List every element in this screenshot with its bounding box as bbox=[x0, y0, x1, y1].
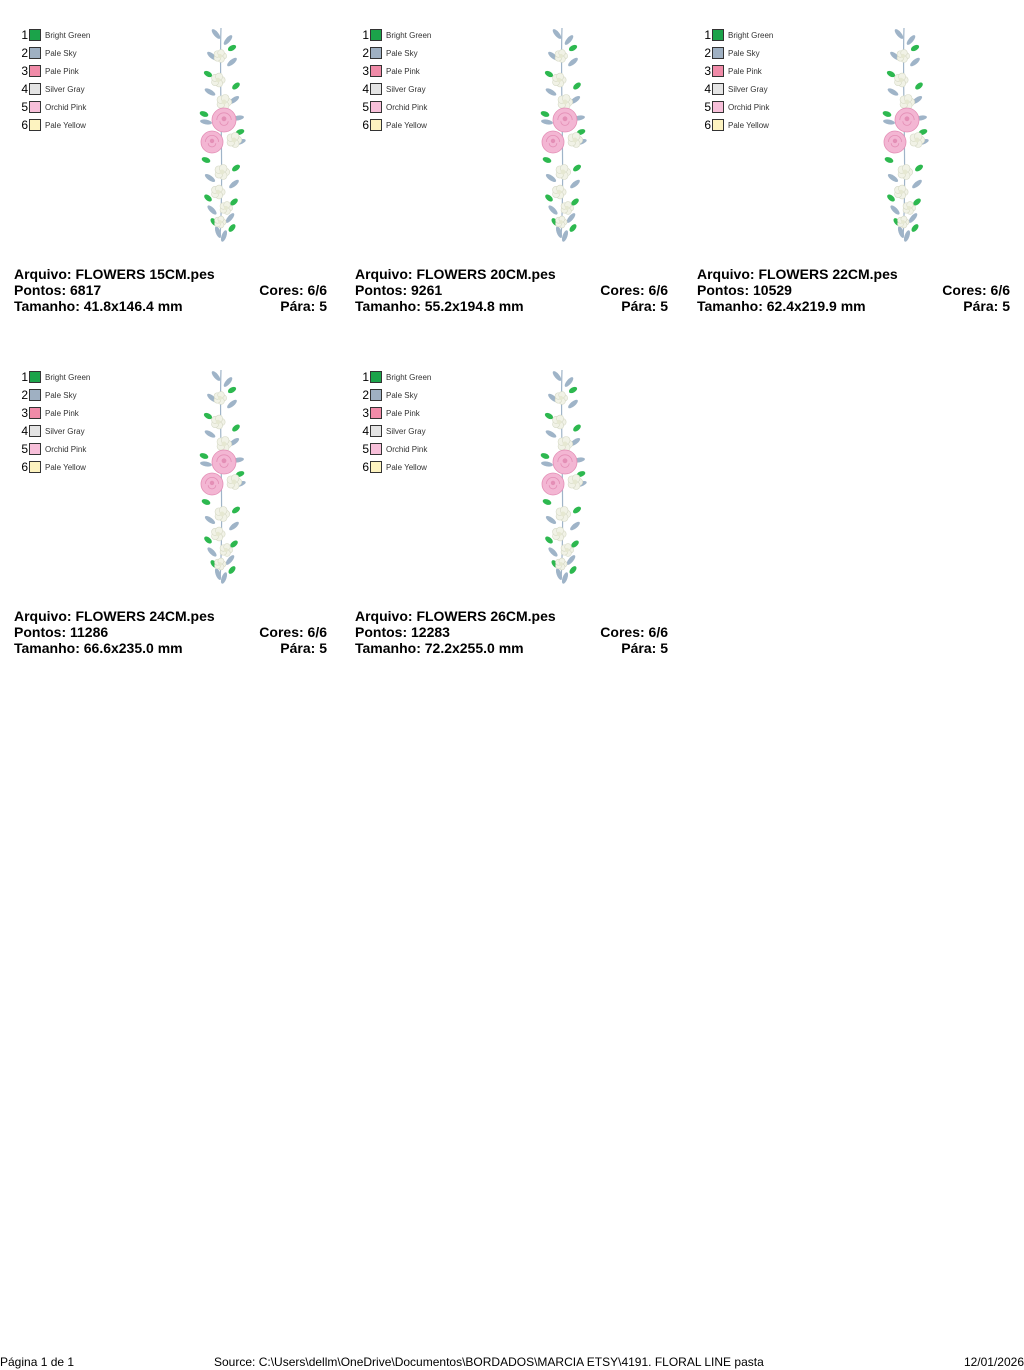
color-swatch bbox=[370, 119, 382, 131]
floral-embroidery-preview bbox=[529, 364, 599, 586]
leaf-shape bbox=[227, 385, 237, 394]
leaf-shape bbox=[572, 505, 582, 514]
legend-row bbox=[360, 422, 431, 440]
thread-color-legend bbox=[360, 26, 431, 134]
legend-number: 6 bbox=[362, 118, 369, 132]
legend-color-name: Orchid Pink bbox=[45, 444, 87, 454]
legend-color-name: Bright Green bbox=[45, 372, 91, 382]
design-info bbox=[14, 266, 327, 314]
legend-number: 6 bbox=[21, 118, 28, 132]
leaf-shape bbox=[914, 163, 924, 172]
legend-color-name: Bright Green bbox=[45, 30, 91, 40]
stop-count: Pára: 5 bbox=[280, 298, 327, 314]
file-name: Arquivo: FLOWERS 22CM.pes bbox=[697, 266, 898, 282]
white-flower bbox=[214, 50, 227, 63]
legend-color-name: Pale Pink bbox=[386, 66, 420, 76]
leaf-shape bbox=[563, 34, 574, 46]
file-name: Arquivo: FLOWERS 15CM.pes bbox=[14, 266, 215, 282]
leaf-shape bbox=[569, 520, 581, 531]
color-swatch bbox=[712, 65, 724, 77]
file-name: Arquivo: FLOWERS 26CM.pes bbox=[355, 608, 556, 624]
floral-embroidery-preview bbox=[529, 22, 599, 244]
color-swatch bbox=[370, 101, 382, 113]
white-flower bbox=[895, 185, 909, 199]
legend-row bbox=[360, 458, 431, 476]
leaf-shape bbox=[568, 385, 578, 394]
leaf-shape bbox=[911, 178, 923, 189]
leaf-shape bbox=[200, 461, 213, 468]
leaf-shape bbox=[222, 376, 233, 388]
leaf-shape bbox=[905, 34, 916, 46]
leaf-shape bbox=[887, 173, 900, 184]
legend-color-name: Bright Green bbox=[386, 30, 432, 40]
leaf-shape bbox=[547, 546, 559, 558]
color-swatch bbox=[29, 371, 41, 383]
page-number: Página 1 de 1 bbox=[0, 1355, 75, 1369]
color-swatch bbox=[29, 389, 41, 401]
design-info bbox=[355, 608, 668, 656]
legend-color-name: Pale Yellow bbox=[45, 120, 86, 130]
legend-row bbox=[19, 116, 90, 134]
leaf-shape bbox=[545, 87, 558, 97]
stop-count: Pára: 5 bbox=[963, 298, 1010, 314]
legend-row bbox=[19, 62, 90, 80]
color-swatch bbox=[370, 371, 382, 383]
color-swatch bbox=[370, 425, 382, 437]
legend-color-name: Pale Pink bbox=[386, 408, 420, 418]
legend-number: 4 bbox=[362, 82, 369, 96]
legend-number: 1 bbox=[362, 28, 369, 42]
design-info bbox=[355, 266, 668, 314]
legend-row bbox=[19, 98, 90, 116]
design-card bbox=[355, 368, 675, 668]
stop-count: Pára: 5 bbox=[621, 298, 668, 314]
legend-color-name: Pale Pink bbox=[45, 66, 79, 76]
legend-number: 2 bbox=[21, 388, 28, 402]
color-count: Cores: 6/6 bbox=[600, 624, 668, 640]
leaf-shape bbox=[551, 370, 562, 382]
leaf-shape bbox=[227, 43, 237, 52]
leaf-shape bbox=[909, 56, 921, 67]
legend-row bbox=[360, 98, 431, 116]
leaf-shape bbox=[568, 565, 578, 575]
legend-row bbox=[360, 404, 431, 422]
color-swatch bbox=[29, 29, 41, 41]
leaf-shape bbox=[569, 178, 581, 189]
thread-color-legend bbox=[19, 26, 90, 134]
leaf-shape bbox=[568, 223, 578, 233]
legend-color-name: Orchid Pink bbox=[728, 102, 770, 112]
legend-number: 5 bbox=[362, 442, 369, 456]
color-swatch bbox=[29, 119, 41, 131]
stitch-count: Pontos: 9261 bbox=[355, 282, 443, 298]
file-name: Arquivo: FLOWERS 24CM.pes bbox=[14, 608, 215, 624]
leaf-shape bbox=[204, 173, 217, 184]
floral-embroidery-preview bbox=[188, 22, 258, 244]
white-flower bbox=[212, 415, 226, 429]
white-flower bbox=[556, 558, 568, 570]
white-flower bbox=[558, 94, 573, 109]
white-flower bbox=[553, 185, 567, 199]
legend-row bbox=[360, 80, 431, 98]
leaf-shape bbox=[231, 505, 241, 514]
legend-row bbox=[19, 44, 90, 62]
leaf-shape bbox=[231, 81, 241, 91]
leaf-shape bbox=[883, 119, 896, 126]
color-count: Cores: 6/6 bbox=[942, 282, 1010, 298]
pink-rose bbox=[542, 131, 564, 153]
leaf-shape bbox=[228, 520, 240, 531]
leaf-shape bbox=[567, 56, 579, 67]
legend-color-name: Silver Gray bbox=[728, 84, 768, 94]
color-swatch bbox=[29, 425, 41, 437]
pink-rose bbox=[212, 450, 236, 474]
leaf-shape bbox=[231, 163, 241, 172]
white-flower bbox=[212, 185, 226, 199]
color-swatch bbox=[29, 65, 41, 77]
legend-color-name: Pale Sky bbox=[45, 48, 77, 58]
legend-number: 5 bbox=[704, 100, 711, 114]
leaf-shape bbox=[540, 452, 550, 460]
white-flower bbox=[553, 415, 567, 429]
leaf-shape bbox=[206, 546, 218, 558]
legend-color-name: Bright Green bbox=[386, 372, 432, 382]
legend-color-name: Pale Sky bbox=[386, 48, 418, 58]
color-swatch bbox=[370, 47, 382, 59]
file-name: Arquivo: FLOWERS 20CM.pes bbox=[355, 266, 556, 282]
legend-number: 2 bbox=[362, 46, 369, 60]
leaf-shape bbox=[542, 156, 552, 164]
source-path: Source: C:\Users\dellm\OneDrive\Documentos\BORDADOS\MARCIA ETSY\4191. FLORAL LINE pasta bbox=[214, 1355, 764, 1369]
legend-row bbox=[702, 44, 773, 62]
legend-number: 1 bbox=[362, 370, 369, 384]
legend-row bbox=[19, 404, 90, 422]
leaf-shape bbox=[540, 110, 550, 118]
leaf-shape bbox=[889, 204, 901, 216]
legend-color-name: Pale Sky bbox=[45, 390, 77, 400]
legend-number: 2 bbox=[362, 388, 369, 402]
leaf-shape bbox=[541, 461, 554, 468]
leaf-shape bbox=[893, 28, 904, 40]
leaf-shape bbox=[567, 398, 579, 409]
color-count: Cores: 6/6 bbox=[259, 624, 327, 640]
legend-number: 6 bbox=[21, 460, 28, 474]
leaf-shape bbox=[542, 498, 552, 506]
design-info bbox=[697, 266, 1010, 314]
floral-embroidery-preview bbox=[188, 364, 258, 586]
leaf-shape bbox=[227, 565, 237, 575]
color-swatch bbox=[370, 389, 382, 401]
color-swatch bbox=[370, 407, 382, 419]
legend-color-name: Silver Gray bbox=[386, 84, 426, 94]
white-flower bbox=[558, 436, 573, 451]
legend-number: 3 bbox=[362, 64, 369, 78]
leaf-shape bbox=[206, 204, 218, 216]
white-flower bbox=[212, 73, 226, 87]
leaf-shape bbox=[545, 515, 558, 526]
legend-number: 4 bbox=[21, 424, 28, 438]
leaf-shape bbox=[201, 156, 211, 164]
legend-number: 2 bbox=[704, 46, 711, 60]
legend-color-name: Silver Gray bbox=[45, 426, 85, 436]
white-flower bbox=[555, 50, 568, 63]
color-swatch bbox=[29, 461, 41, 473]
white-flower bbox=[556, 506, 571, 521]
legend-row bbox=[19, 440, 90, 458]
legend-number: 4 bbox=[362, 424, 369, 438]
thread-color-legend bbox=[19, 368, 90, 476]
white-flower bbox=[898, 164, 913, 179]
leaf-shape bbox=[210, 370, 221, 382]
leaf-shape bbox=[914, 81, 924, 91]
legend-color-name: Pale Yellow bbox=[386, 120, 427, 130]
pink-rose bbox=[553, 108, 577, 132]
design-card bbox=[14, 26, 334, 326]
legend-color-name: Bright Green bbox=[728, 30, 774, 40]
legend-number: 6 bbox=[362, 460, 369, 474]
white-flower bbox=[553, 527, 567, 541]
legend-row bbox=[702, 26, 773, 44]
legend-color-name: Orchid Pink bbox=[45, 102, 87, 112]
legend-number: 1 bbox=[21, 28, 28, 42]
legend-number: 5 bbox=[21, 442, 28, 456]
color-swatch bbox=[712, 29, 724, 41]
color-swatch bbox=[370, 461, 382, 473]
design-size: Tamanho: 66.6x235.0 mm bbox=[14, 640, 183, 656]
white-flower bbox=[556, 164, 571, 179]
stitch-count: Pontos: 12283 bbox=[355, 624, 450, 640]
leaf-shape bbox=[910, 223, 920, 233]
leaf-shape bbox=[887, 87, 900, 97]
leaf-shape bbox=[222, 34, 233, 46]
leaf-shape bbox=[226, 56, 238, 67]
leaf-shape bbox=[572, 423, 582, 433]
white-flower bbox=[215, 558, 227, 570]
leaf-shape bbox=[882, 110, 892, 118]
legend-color-name: Silver Gray bbox=[45, 84, 85, 94]
design-size: Tamanho: 55.2x194.8 mm bbox=[355, 298, 524, 314]
floral-embroidery-preview bbox=[871, 22, 941, 244]
color-count: Cores: 6/6 bbox=[600, 282, 668, 298]
legend-row bbox=[19, 386, 90, 404]
leaf-shape bbox=[201, 498, 211, 506]
thread-color-legend bbox=[360, 368, 431, 476]
design-info bbox=[14, 608, 327, 656]
legend-row bbox=[360, 386, 431, 404]
legend-number: 1 bbox=[21, 370, 28, 384]
color-swatch bbox=[29, 101, 41, 113]
leaf-shape bbox=[545, 429, 558, 439]
legend-row bbox=[19, 458, 90, 476]
white-flower bbox=[553, 73, 567, 87]
legend-color-name: Pale Pink bbox=[728, 66, 762, 76]
legend-row bbox=[702, 80, 773, 98]
color-swatch bbox=[29, 83, 41, 95]
leaf-shape bbox=[910, 43, 920, 52]
legend-color-name: Orchid Pink bbox=[386, 444, 428, 454]
white-flower bbox=[898, 216, 910, 228]
color-swatch bbox=[29, 443, 41, 455]
color-swatch bbox=[712, 47, 724, 59]
design-size: Tamanho: 41.8x146.4 mm bbox=[14, 298, 183, 314]
legend-number: 4 bbox=[704, 82, 711, 96]
leaf-shape bbox=[551, 28, 562, 40]
stop-count: Pára: 5 bbox=[280, 640, 327, 656]
leaf-shape bbox=[884, 156, 894, 164]
leaf-shape bbox=[210, 28, 221, 40]
leaf-shape bbox=[231, 423, 241, 433]
thread-color-legend bbox=[702, 26, 773, 134]
legend-number: 1 bbox=[704, 28, 711, 42]
color-swatch bbox=[370, 65, 382, 77]
pink-rose bbox=[895, 108, 919, 132]
legend-row bbox=[19, 422, 90, 440]
legend-number: 5 bbox=[21, 100, 28, 114]
leaf-shape bbox=[563, 376, 574, 388]
pink-rose bbox=[201, 131, 223, 153]
legend-color-name: Pale Pink bbox=[45, 408, 79, 418]
stitch-count: Pontos: 6817 bbox=[14, 282, 102, 298]
design-card bbox=[697, 26, 1017, 326]
design-card bbox=[14, 368, 334, 668]
pink-rose bbox=[212, 108, 236, 132]
stitch-count: Pontos: 10529 bbox=[697, 282, 792, 298]
legend-row bbox=[19, 80, 90, 98]
pink-rose bbox=[201, 473, 223, 495]
stop-count: Pára: 5 bbox=[621, 640, 668, 656]
legend-row bbox=[19, 368, 90, 386]
color-swatch bbox=[29, 407, 41, 419]
white-flower bbox=[215, 216, 227, 228]
design-card bbox=[355, 26, 675, 326]
leaf-shape bbox=[572, 163, 582, 172]
color-swatch bbox=[29, 47, 41, 59]
white-flower bbox=[895, 73, 909, 87]
legend-color-name: Pale Yellow bbox=[45, 462, 86, 472]
leaf-shape bbox=[227, 223, 237, 233]
leaf-shape bbox=[568, 43, 578, 52]
legend-color-name: Orchid Pink bbox=[386, 102, 428, 112]
white-flower bbox=[214, 392, 227, 405]
pink-rose bbox=[542, 473, 564, 495]
color-swatch bbox=[370, 29, 382, 41]
white-flower bbox=[556, 216, 568, 228]
leaf-shape bbox=[228, 178, 240, 189]
stitch-count: Pontos: 11286 bbox=[14, 624, 109, 640]
leaf-shape bbox=[204, 87, 217, 97]
legend-row bbox=[19, 26, 90, 44]
legend-row bbox=[360, 440, 431, 458]
white-flower bbox=[217, 436, 232, 451]
color-swatch bbox=[712, 83, 724, 95]
legend-row bbox=[360, 368, 431, 386]
legend-row bbox=[702, 98, 773, 116]
legend-row bbox=[360, 26, 431, 44]
color-swatch bbox=[712, 119, 724, 131]
white-flower bbox=[215, 164, 230, 179]
legend-number: 3 bbox=[21, 64, 28, 78]
legend-color-name: Pale Yellow bbox=[728, 120, 769, 130]
leaf-shape bbox=[572, 81, 582, 91]
legend-number: 3 bbox=[362, 406, 369, 420]
print-date: 12/01/2026 bbox=[963, 1355, 1024, 1369]
color-count: Cores: 6/6 bbox=[259, 282, 327, 298]
legend-number: 3 bbox=[21, 406, 28, 420]
leaf-shape bbox=[226, 398, 238, 409]
leaf-shape bbox=[199, 110, 209, 118]
pink-rose bbox=[884, 131, 906, 153]
legend-number: 3 bbox=[704, 64, 711, 78]
pink-rose bbox=[553, 450, 577, 474]
color-swatch bbox=[370, 443, 382, 455]
legend-color-name: Pale Sky bbox=[728, 48, 760, 58]
legend-number: 6 bbox=[704, 118, 711, 132]
legend-number: 4 bbox=[21, 82, 28, 96]
design-size: Tamanho: 62.4x219.9 mm bbox=[697, 298, 866, 314]
white-flower bbox=[212, 527, 226, 541]
page-footer bbox=[0, 1355, 1024, 1369]
legend-color-name: Pale Sky bbox=[386, 390, 418, 400]
white-flower bbox=[897, 50, 910, 63]
leaf-shape bbox=[200, 119, 213, 126]
legend-row bbox=[702, 62, 773, 80]
leaf-shape bbox=[204, 429, 217, 439]
color-swatch bbox=[712, 101, 724, 113]
legend-number: 5 bbox=[362, 100, 369, 114]
white-flower bbox=[555, 392, 568, 405]
white-flower bbox=[215, 506, 230, 521]
leaf-shape bbox=[545, 173, 558, 184]
leaf-shape bbox=[199, 452, 209, 460]
legend-color-name: Pale Yellow bbox=[386, 462, 427, 472]
legend-number: 2 bbox=[21, 46, 28, 60]
leaf-shape bbox=[541, 119, 554, 126]
white-flower bbox=[217, 94, 232, 109]
white-flower bbox=[900, 94, 915, 109]
leaf-shape bbox=[204, 515, 217, 526]
design-size: Tamanho: 72.2x255.0 mm bbox=[355, 640, 524, 656]
leaf-shape bbox=[547, 204, 559, 216]
legend-color-name: Silver Gray bbox=[386, 426, 426, 436]
color-swatch bbox=[370, 83, 382, 95]
legend-row bbox=[360, 116, 431, 134]
legend-row bbox=[360, 62, 431, 80]
legend-row bbox=[360, 44, 431, 62]
legend-row bbox=[702, 116, 773, 134]
